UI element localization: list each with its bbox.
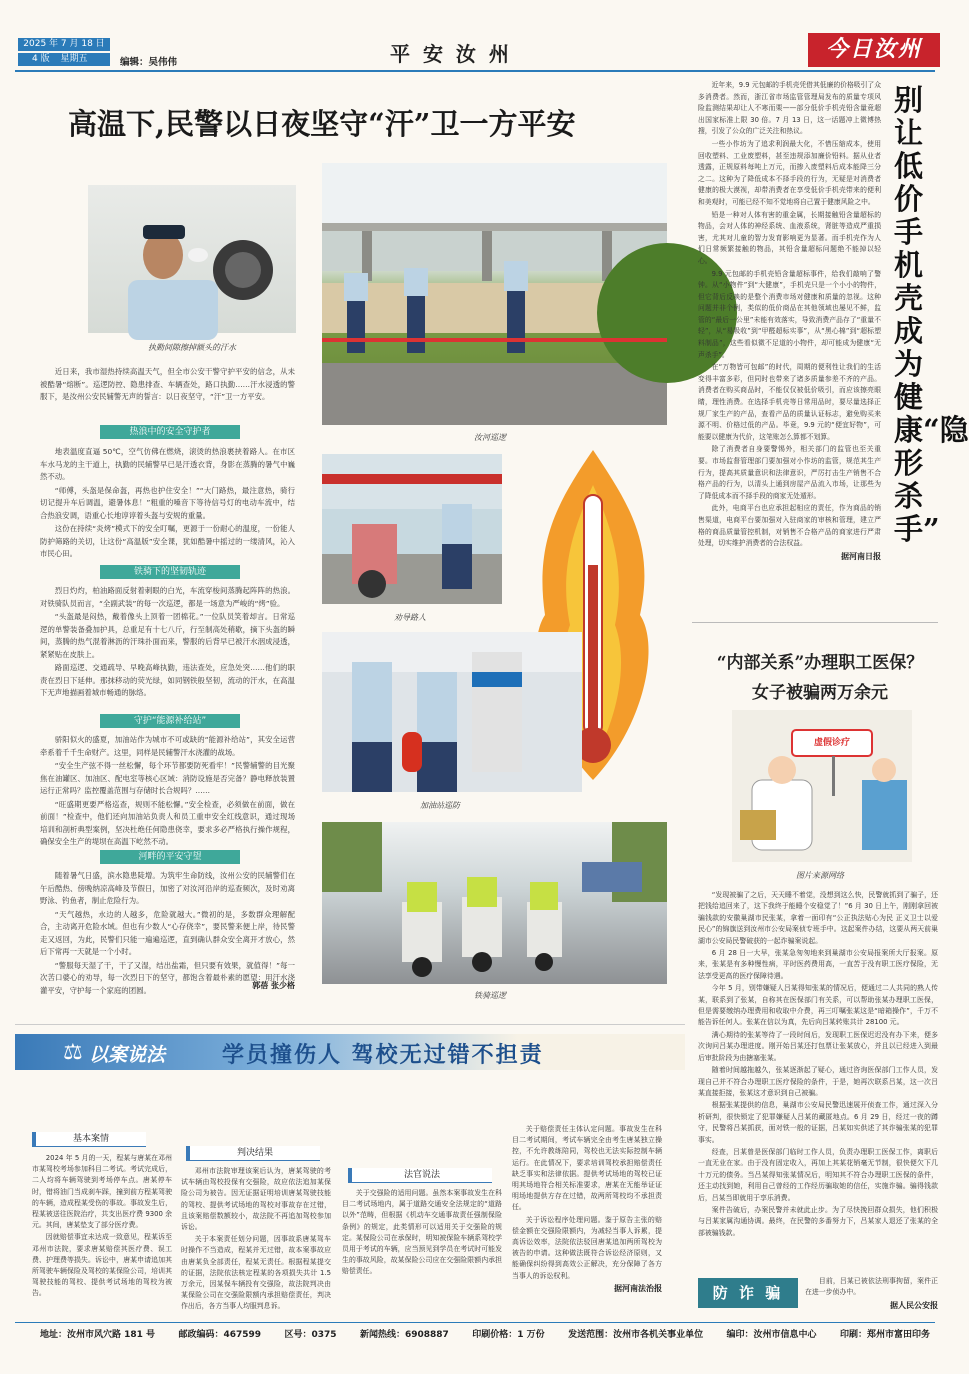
law-label: 以案说法	[89, 1044, 166, 1066]
s3-paragraph-2: “安全生产弦不得一丝松懈，每个环节都要防死看牢！”民警辅警的目光聚焦在油罐区、加油区、配电室等核心区域：消防设施是否完备？静电释放装置运行正常吗？监控覆盖范围与存储时长合规吗？……	[40, 761, 295, 795]
footer-rule	[15, 1322, 935, 1323]
footer-print-run: 印刷价格：1 万份	[472, 1330, 545, 1340]
ins-paragraph-2: 6 月 28 日一大早，张某急匆匆地来到巢湖市公安局报案所大厅报案。原来，张某是有多种慢性病，平时医药费用高，一直苦于没有职工医疗保险，无法享受更高的医疗保障待遇。	[698, 949, 938, 980]
law-headline: 学员撞伤人 驾校无过错不担责	[222, 1042, 544, 1068]
ins-paragraph-3: 今年 5 月，别带嫌疑人吕某得知张某的情况后，便通过二人共同的熟人传某，联系到了张某，自称其在医保部门有关系，可以帮助张某办理职工医保，但是需要缴纳办理费用和收取中介费，再三叮嘱张某这是“暗箱操作”，千万不能告诉任何人。张某在信以为真，先后向吕某转账共计 28100 元。	[698, 984, 938, 1027]
subhead-gas-station: 守护“能源补给站”	[100, 714, 240, 728]
law-col1	[32, 1153, 172, 1301]
footer-printer: 印刷：郑州市富田印务	[839, 1330, 930, 1340]
insurance-byline: 据人民公安报	[890, 1300, 938, 1310]
footer-postcode: 邮政编码：467599	[178, 1330, 262, 1340]
s4-paragraph-2: “天气越热，水边的人越多，危险就越大。”微初的是，多数群众理解配合，主动离开危险水域。但也有少数人“心存侥幸”，要民警来便上岸，待民警走又返回，为此，民警们只能一遍遍巡逻，直到确认群众安全离开才放心，然后下常再一天就是一个小时。	[40, 909, 295, 956]
section4-text	[40, 870, 295, 998]
photo2-caption: 汝河巡逻	[474, 433, 506, 442]
insurance-illustration	[732, 710, 912, 862]
main-headline: 高温下,民警以日夜坚守“汗”卫一方平安	[68, 107, 576, 141]
photo-officer-wiping-sweat	[88, 185, 296, 333]
phone-paragraph-4: 9.9 元包邮的手机壳铅含量超标事件，给我们敲响了警钟。从“小物件”到“大健康”，手机壳只是一个小小的物件，但它背后反映的是整个消费市场对健康和质量的忽视。这种问题并非个例，类似的低价商品在其他领域也屡见不鲜，监管的“最后一公里”未能有效落实，导致消费产品存了“重量不轻”，从“易吸收”到“甲醛超标实事”，从“黑心棉”到“超标塑料制品”，这些看似微不足道的小物件，却可能成为健康“无声杀手”。	[698, 269, 881, 359]
subhead-motorcycle-police: 铁骑下的坚韧轨迹	[100, 565, 240, 579]
insurance-closing	[805, 1276, 938, 1311]
footer-distribution: 发送范围：汝州市各机关事业单位	[568, 1330, 704, 1340]
law-col4	[512, 1124, 662, 1294]
river-patrol-illustration	[322, 163, 667, 425]
illustration-sign-text: 虚假诊疗	[813, 738, 850, 748]
header-page	[18, 53, 110, 66]
footer-area-code: 区号：0375	[284, 1330, 337, 1340]
right-divider	[692, 622, 938, 623]
photo4-caption: 加油站巡防	[420, 801, 460, 810]
ins-paragraph-9: 目前，吕某已被依法刑事拘留，案件正在进一步侦办中。	[805, 1277, 938, 1297]
s1-paragraph-1: 地表温度直逼 50℃，空气仿佛在燃烧，滚烫的热浪裹挟着路人。在市区车水马龙的主干道上，执勤的民辅警早已是汗透衣背，身影在蒸腾的暑气中巍然不动。	[40, 447, 295, 481]
weekday: 星期五	[60, 54, 88, 64]
s1-paragraph-2: “师傅，头盔是保命盔，再热也护住安全！”“大门路热，最注意热，骑行切记提升车后调温，避暑体息！”粗重的嗓音下等待信号灯的电动车流中，结合热浪安调，语重心长地谆谆着头盔与安规的重量。	[40, 485, 295, 520]
section-title: 平 安 汝 州	[390, 42, 512, 66]
s3-paragraph-3: “旺盛期更要严格巡查，规则不能松懈。”安全检查，必须做在前面，做在前面！”检查中，他们还向加油站负责人和员工重申安全红线意识，通过现场培训和剖析典型案例，坚决杜绝任何隐患侥幸，要求多必严格执行操作规程，确保安全生产的堤坝在高温下屹然不动。	[40, 799, 295, 846]
photo1-caption: 执勤间隙擦掉额头的汗水	[148, 343, 236, 352]
s2-paragraph-2: “头盔最是闷热，戴着像头上顶着一团棉花。”一位队员笑着却言。日常巡逻的单警装备叠加护具，总重足有十七八斤，行至制高处稍歇，摘下头盔的瞬间，蒸腾的热气混着淋沥的汗珠扑面而来，警服的后背早已被汗水洇成浸透，紧紧贴在皮肤上。	[40, 612, 295, 659]
main-byline: 郭蓓 张少格	[252, 981, 295, 990]
advising-illustration	[322, 454, 502, 604]
law-col3	[342, 1188, 502, 1279]
motorcycle-illustration	[322, 822, 667, 984]
ins-paragraph-6: 根据张某提供的信息，巢湖市公安局民警迅速展开侦查工作，通过深入分析研判，很快锁定了犯罪嫌疑人吕某的藏匿地点。6 月 29 日，经过一夜的蹲守，民警将吕某抓获，面对铁一般的证据，吕某如实供述了其诈骗张某的犯罪事实。	[698, 1101, 938, 1144]
subhead-riverside: 河畔的平安守望	[100, 850, 240, 864]
s4-paragraph-1: 随着暑气日盛，滨水隐患陡增。为筑牢生命防线，汝州公安的民辅警们在午后酷热、傍晚纳凉高峰及节假日，加密了对汝河沿岸的巡查频次，及时劝离野泳、钓鱼者，制止危险行为。	[40, 871, 295, 905]
date-text: 2025 年 7 月 18 日	[23, 39, 105, 49]
intro-paragraph: 近日来，我市湿热持续高温天气，但全市公安干警守护平安的信念，从未被酷暑“熔断”。巡逻防控、隐患排查、车辆查处，路口执勤……汗水浸透的警服下，是汝州公安民辅警无声的誓言：以日夜坚守，“汗”卫一方平安。	[40, 367, 295, 401]
fraud-cartoon	[732, 710, 912, 862]
s2-paragraph-3: 路面巡逻、交通疏导、早晚高峰执勤，违法查处，应急处突……他们的职责在烈日下延伸。那抹移动的荧光绿，如同钢铁般坚韧，流动的汗水，在高温下无声地描画着城市畅通的脉络。	[40, 663, 295, 697]
photo-motorcycle-patrol	[322, 822, 667, 984]
s3-paragraph-1: 骄阳似火的盛夏，加油站作为城市不可或缺的“能源补给站”，其安全运营牵系着千千生命财产。这里，同样是民辅警汗水浇灌的战场。	[40, 735, 295, 757]
photo-gas-station	[322, 632, 582, 792]
ins-paragraph-8: 案件告破后，办案民警并未就此止步。为了尽快挽回群众损失，他们积极与吕某家属沟通协调。最终，在民警的多番努力下，吕某家人退还了张某的全部被骗钱款。	[698, 1205, 938, 1237]
law-c1-paragraph-2: 因就赔偿事宜未达成一致意见，程某诉至邓州市法院，要求唐某赔偿其医疗费、误工费、护理费等损失。诉讼中，唐某申请追加其所驾驶车辆保险及驾校的某保险公司，培训其驾驶技能的驾校、提供考试场地的驾校为被告。	[32, 1233, 172, 1298]
law-c4-paragraph-2: 关于诉讼程序处理问题。鉴于原告主张的赔偿金额在交强险限额内，为减轻当事人诉累，提高诉讼效率，法院依法驳回唐某追加两所驾校为被告的申请。这种做法既符合诉讼经济原则，又能确保纠纷得到高效公正解决，充分保障了各方当事人的诉讼权利。	[512, 1215, 662, 1280]
photo-advising-pedestrian	[322, 454, 502, 604]
officer-photo-illustration	[88, 185, 296, 333]
insurance-article-text	[698, 890, 938, 1240]
photo5-caption: 铁骑巡逻	[474, 991, 506, 1000]
law-c4-paragraph-1: 关于赔偿责任主体认定问题。事故发生在科目二考试期间，考试车辆完全由考生唐某独立操控，不允许教练陪同，驾校也无法实际控制车辆运行。在此情况下，要求培训驾校承担赔偿责任缺乏事实和法律依据。提供考试场地的驾校已证明其场地符合相关标准要求，唐某在无能举证证明场地提供方存在过错，故两所驾校均不承担责任。	[512, 1125, 662, 1212]
phone-case-article-text	[698, 80, 881, 562]
law-c1-paragraph-1: 2024 年 5 月的一天，程某与唐某在邓州市某驾校考场参加科目二考试。考试完成后，二人均将车辆驾驶到考场停车点。唐某停车时，错将油门当成刹车踩，撞到前方程某驾驶的车辆，造成程某受伤的事故。事故发生后，程某被送往医院治疗，共支出医疗费 9300 余元。其间，唐某垫支了部分医疗费。	[32, 1154, 172, 1230]
phone-paragraph-5: 在“万物皆可包邮”的时代，周期的便利性让我们的生活变得丰富多彩，但同时也带来了诸多质量参差不齐的产品。消费者在购买商品时，不能仅仅被低价吸引，而应该擦亮眼睛，理性消费。在选择手机壳等日常用品时，要尽量选择正规厂家生产的产品，查看产品的质量认证标志，避免购买来源不明、价格过低的产品。毕竟，9.9 元的“便宜好物”，可能要以健康为代价，这笔账怎么算都不划算。	[698, 363, 881, 441]
footer-hotline: 新闻热线：6908887	[359, 1330, 449, 1340]
insurance-headline-2: 女子被骗两万余元	[752, 683, 888, 703]
law-banner	[15, 1034, 685, 1070]
newspaper-logo	[808, 33, 940, 67]
ins-paragraph-7: 经查，吕某曾是医保部门临时工作人员，负责办理职工医保工作，离职后一直无业在家。由于没有固定收入，再加上其某花销毫无节制，很快便欠下几十万元的债务。当吕某得知张某情况后，明知其不符合办理职工医保的条件，还主动找到她，利用自己曾经的工作经历骗取她的信任，实施诈骗。骗得钱款后，吕某当即就用于享乐消费。	[698, 1147, 938, 1202]
anti-fraud-label: 防 诈 骗	[712, 1284, 784, 1302]
phone-paragraph-7: 此外，电商平台也应承担起相应的责任，作为商品的销售渠道，电商平台要加强对入驻商家的审核和管理，建立严格的商品质量管控机制，对销售不合格产品的商家进行严肃处理，切实维护消费者的合法权益。	[698, 504, 881, 548]
law-col2	[181, 1166, 331, 1314]
page-number: 4 版	[32, 54, 50, 64]
phone-case-headline: 别让低价手机壳成为健康“隐形杀手”	[894, 83, 969, 546]
s4-paragraph-3: “警服每天湿了干，干了又湿，结出盐霜，但只要有效果，就值得！”每一次苦口婆心的劝导，每一次烈日下的坚守，都饱含着最朴素的愿望：用汗水浇灌平安，守护每一个家庭的团圆。	[40, 960, 295, 995]
s2-paragraph-1: 烈日灼灼，柏油路面反射着刺眼的白光，车流穿梭间蒸腾起阵阵的热浪。对铁骑队员而言，“全副武装”的每一次巡逻，都是一场意为严峻的“烤”验。	[40, 586, 295, 608]
law-divider	[15, 1024, 685, 1025]
phone-paragraph-3: 铅是一种对人体有害的重金属，长期接触铅含量超标的物品，会对人体的神经系统、血液系统，肾脏等造成严重损害，尤其对儿童的智力发育影响更为显著。而手机壳作为人们日常频繁接触的物品，其铅含量超标问题绝不能掉以轻心。	[698, 210, 881, 265]
phone-paragraph-2: 一些小作坊为了追求利润最大化，不惜压缩成本，使用回收塑料、工业废塑料，甚至违规添加廉价铅料。据从业者透露，正规原料每吨上万元，而掺入废塑料后成本能降三分之二。这种为了降低成本不择手段的行为，无疑是对消费者健康的极大漠视，却带消费者在享受低价手机壳带来的便利和美观时，可能已经不知不觉地将自己置于健康风险之中。	[698, 139, 881, 206]
footer-publisher: 编印：汝州市信息中心	[726, 1330, 817, 1340]
footer-address: 地址：汝州市风穴路 181 号	[40, 1330, 156, 1340]
insurance-headline-1: “内部关系”办理职工医保？	[716, 653, 924, 673]
insurance-illus-caption: 图片来源网络	[796, 871, 844, 880]
s1-paragraph-3: 这份在持续“炎烤”模式下的安全叮嘱，更源于一份耐心的温度，一份能人防护筛路的关切，让这份“高温版”安全课，犹如酷暑中摇过的一缕清风，沁入市民心田。	[40, 524, 295, 558]
gas-station-illustration	[322, 632, 582, 792]
scale-icon: ⚖	[63, 1040, 83, 1065]
subhead-judge-comments: 法官说法	[348, 1168, 492, 1183]
section1-text	[40, 446, 295, 562]
editor: 编辑：吴伟伟	[120, 57, 178, 68]
phone-byline: 据河南日报	[841, 551, 881, 561]
section3-text	[40, 734, 295, 850]
footer-bar	[40, 1327, 930, 1340]
article-intro	[40, 366, 295, 405]
anti-fraud-tag	[698, 1278, 798, 1308]
law-c2-paragraph-2: 关于本案责任划分问题，因事故系唐某驾车时操作不当造成，程某并无过错，故本案事故应由唐某负全部责任，程某无责任。根据程某提交的证据，法院依法核定程某的各项损失共计 1.5 万余元，因某保车辆投有交强险，故法院判决由某保险公司在交强险限额内承担赔偿责任，判决作出后，各方当事人均服判息诉。	[181, 1235, 331, 1311]
header-date	[18, 38, 110, 51]
subhead-basic-facts: 基本案情	[32, 1132, 146, 1147]
logo-text: 今日汝州	[825, 37, 922, 62]
law-c2-paragraph-1: 邓州市法院审理该案后认为，唐某驾驶的考试车辆由驾校投保有交强险，故应依法追加某保险公司为被告。因无证据证明培训唐某驾驶技能的驾校、提供考试场地的驾校对事故存在过错，且该案赔偿数额较小，故法院不再追加驾校参加诉讼。	[181, 1167, 331, 1232]
law-byline: 据河南法治报	[614, 1283, 662, 1293]
ins-paragraph-4: 满心期待的张某等待了一段时间后，发现职工医保迟迟没有办下来，便多次询问吕某办理进度。刚开始吕某还打包票让张某放心，并且以已经进入到最后审批阶段为由搪塞张某。	[698, 1030, 938, 1062]
photo-river-patrol	[322, 163, 667, 425]
subhead-ruling: 判决结果	[186, 1146, 320, 1161]
subhead-heat-guardians: 热浪中的安全守护者	[100, 425, 240, 439]
phone-paragraph-6: 除了消费者自身要警惕外，相关部门的监管也至关重要。市场监督管理部门要加强对小作坊的监管，规范其生产行为，提高其质量意识和法律意识，严厉打击生产销售不合格产品的行为，以清头上通到房屋产品流入市场，让那些为了降低成本而不择手段的商家无处遁形。	[698, 445, 881, 500]
ins-paragraph-1: “发现被骗了之后，天天睡不着觉，没想到这么快，民警就抓到了骗子，还把钱给追回来了，这下我终于能睡个安稳觉了！”6 月 30 日上午，刚刚拿回被骗钱款的安徽巢湖市民张某，拿着一面印有“公正执法贴心为民 正义卫士以爱民心”的锦旗送到汝州市公安局案侦专班手中。这起案件办结，这要从两天前巢湖市公安局民警破获的一起诈骗案说起。	[698, 891, 938, 945]
phone-paragraph-1: 近年来，9.9 元包邮的手机壳凭借其低廉的价格吸引了众多消费者。然而，浙江省市场监管管理局发布的质量专项风险监测结果却让人不寒而栗——部分低价手机壳铅含量竟超出国家标准上限 30 倍。7 月 13 日，这一话题冲上微博热搜，引发了公众的广泛关注和热议。	[698, 81, 881, 136]
ins-paragraph-5: 随着时间越拖越久，张某逐渐起了疑心，通过咨询医保部门工作人员，发现自己并不符合办理职工医疗保险的条件，于是，她再次联系吕某，这一次吕某直接拒接，张某这才意识到自己被骗。	[698, 1066, 938, 1097]
section2-text	[40, 585, 295, 701]
law-c3-paragraph-1: 关于交强险的适用问题。虽然本案事故发生在科目二考试场地内，属于道路交通安全法规定的“道路以外”范畴，但根据《机动车交通事故责任强制保险条例》的规定，此类情形可以适用关于交强险的规定。某保险公司在承保时，明知被保险车辆系驾校学员用于考试的车辆，应当预见到学员在考试时可能发生的事故风险，故某保险公司应在交强险限额内承担赔偿责任。	[342, 1189, 502, 1276]
header-rule	[15, 70, 935, 72]
photo3-caption: 劝导路人	[394, 613, 426, 622]
